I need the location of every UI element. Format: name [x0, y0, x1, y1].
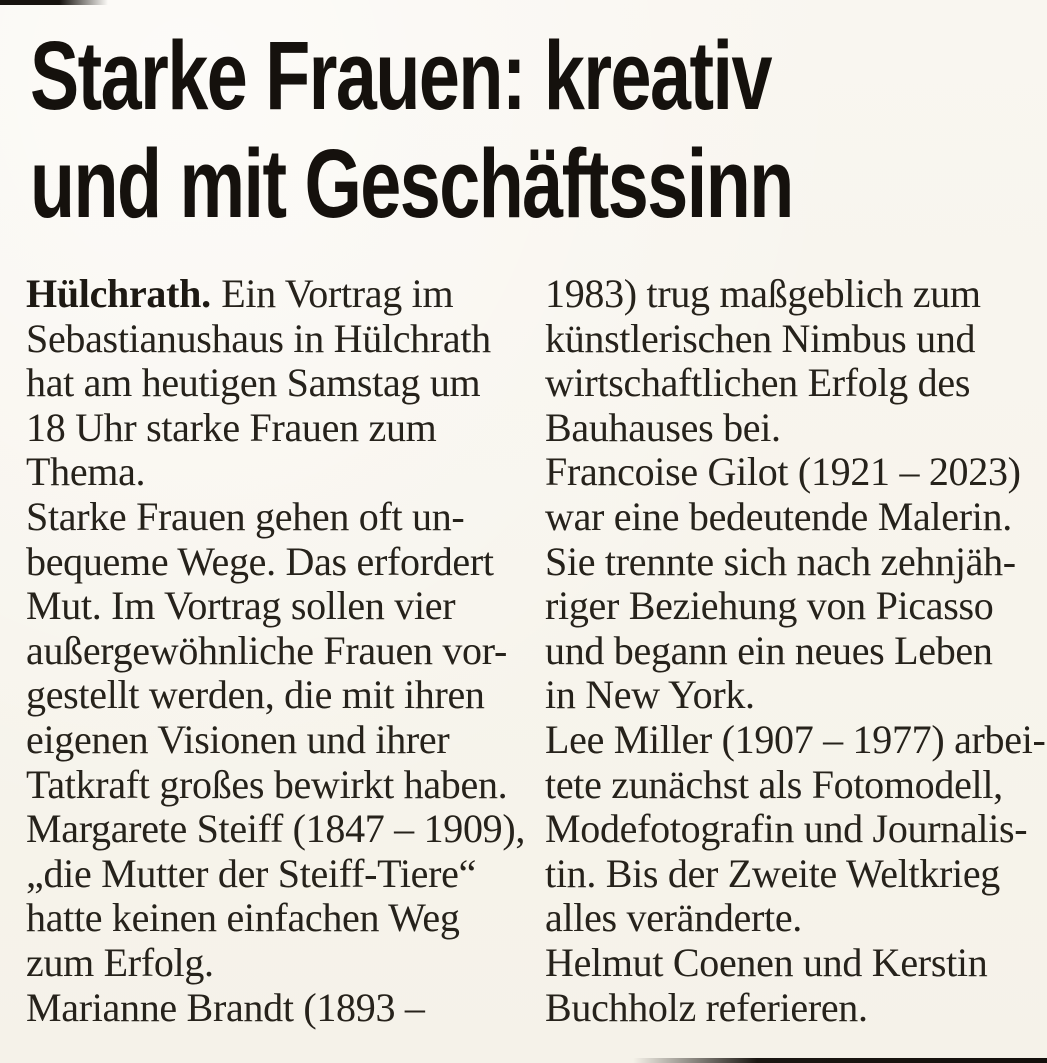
text-line: Buchholz referieren. [545, 984, 868, 1030]
text-line: Francoise Gilot (1921 – 2023) [545, 449, 1021, 495]
text-line: Margarete Steiff (1847 – 1909), [26, 806, 526, 852]
text-line: bequeme Wege. Das erfordert [26, 538, 494, 584]
text-line: Tatkraft großes bewirkt haben. [26, 761, 508, 807]
text-line: alles veränderte. [545, 895, 802, 941]
text-line: in New York. [545, 672, 755, 718]
text-line: Sebastianushaus in Hülchrath [26, 315, 491, 361]
text-line: riger Beziehung von Picasso [545, 583, 994, 629]
text-line: tete zunächst als Fotomodell, [545, 761, 1003, 807]
text-line: hat am heutigen Samstag um [26, 360, 481, 406]
adjacent-article-rule-bottom [633, 1058, 1047, 1063]
text-line: Sie trennte sich nach zehnjäh- [545, 538, 1016, 584]
text-line: hatte keinen einfachen Weg [26, 895, 460, 941]
right-column-lines [545, 271, 1046, 1030]
text-line: zum Erfolg. [26, 939, 214, 985]
text-line: 1983) trug maßgeblich zum [545, 271, 981, 316]
lead-rest: Ein Vortrag im [221, 271, 454, 316]
text-line: „die Mutter der Steiff-Tiere“ [26, 850, 477, 896]
left-column-lines [26, 315, 526, 1031]
article-headline [30, 22, 793, 238]
text-line: Bauhauses bei. [545, 404, 781, 450]
text-line: Mut. Im Vortrag sollen vier [26, 583, 456, 629]
text-line: Modefotografin und Journalis- [545, 806, 1028, 852]
column-right [545, 271, 1046, 1030]
text-line: Lee Miller (1907 – 1977) arbei- [545, 716, 1046, 762]
text-line: außergewöhnliche Frauen vor- [26, 627, 507, 673]
article-body [26, 271, 1046, 1030]
headline-line-1: Starke Frauen: kreativ [30, 21, 771, 130]
lead-line [26, 272, 521, 317]
text-line: Marianne Brandt (1893 – [26, 984, 425, 1030]
headline-line-2: und mit Geschäftssinn [30, 129, 793, 238]
text-line: Thema. [26, 449, 146, 495]
text-line: 18 Uhr starke Frauen zum [26, 404, 437, 450]
dateline: Hülchrath. [26, 271, 211, 316]
text-line: Starke Frauen gehen oft un- [26, 493, 465, 539]
column-left [26, 271, 526, 1030]
text-line: tin. Bis der Zweite Weltkrieg [545, 850, 1001, 896]
text-line: war eine bedeutende Malerin. [545, 493, 1012, 539]
text-line: künstlerischen Nimbus und [545, 315, 976, 361]
text-line: wirtschaftlichen Erfolg des [545, 360, 971, 406]
text-line: Helmut Coenen und Kerstin [545, 939, 988, 985]
text-line: und begann ein neues Leben [545, 627, 993, 673]
text-line: eigenen Visionen und ihrer [26, 716, 450, 762]
text-line: gestellt werden, die mit ihren [26, 672, 485, 718]
adjacent-article-rule-top [0, 0, 108, 5]
